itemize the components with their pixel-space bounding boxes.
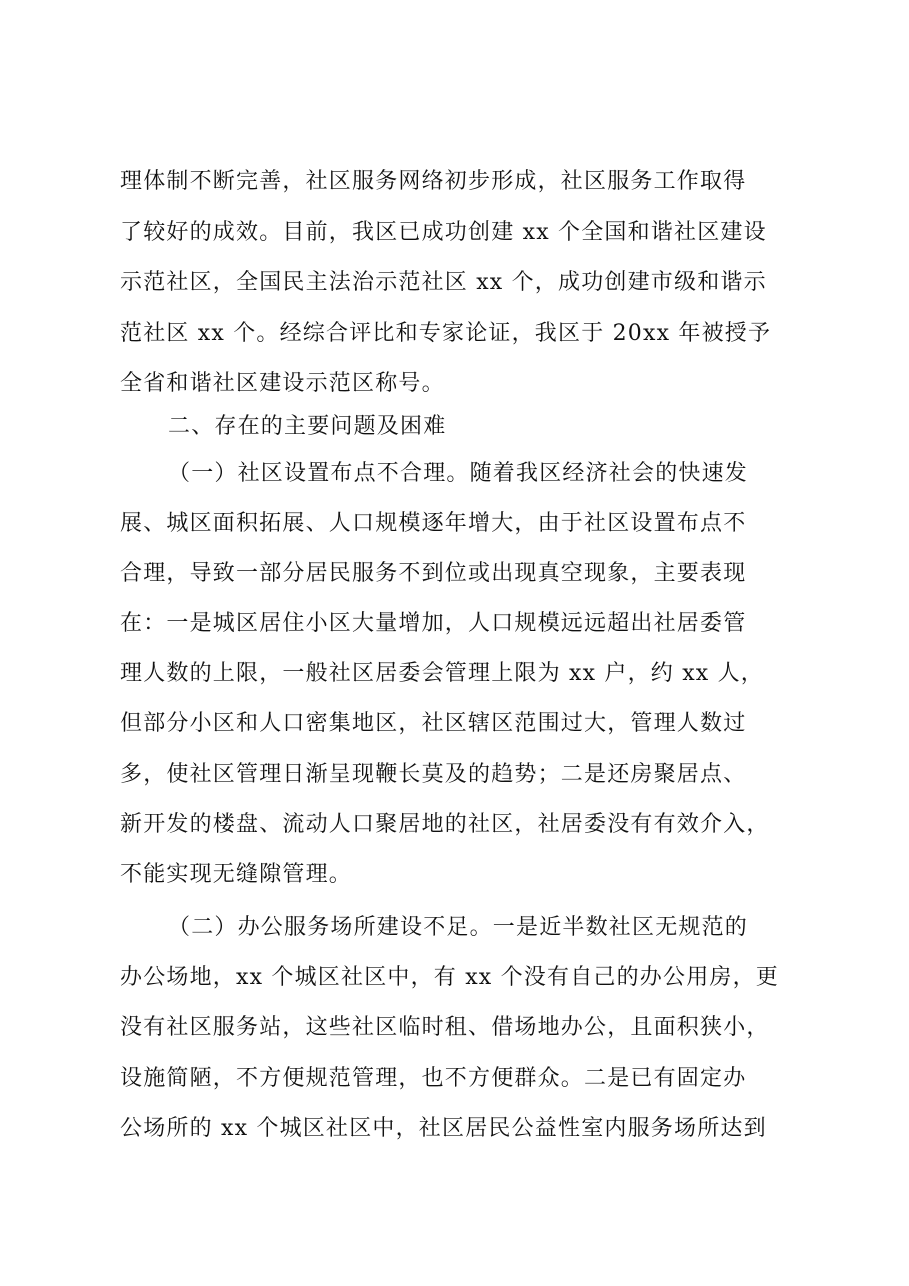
section-heading: 二、存在的主要问题及困难 [168,414,447,439]
text-line: 合理，导致一部分居民服务不到位或出现真空现象，主要表现 [120,561,747,586]
text-line: （二）办公服务场所建设不足。一是近半数社区无规范的 [168,915,749,940]
text-line: 全省和谐社区建设示范区称号。 [120,371,445,396]
text-line: 展、城区面积拓展、人口规模逐年增大，由于社区设置布点不 [120,511,747,536]
text-line: 多，使社区管理日渐呈现鞭长莫及的趋势；二是还房聚居点、 [120,762,747,787]
text-line: 但部分小区和人口密集地区，社区辖区范围过大，管理人数过 [120,711,747,736]
text-line: 没有社区服务站，这些社区临时租、借场地办公，且面积狭小， [120,1015,770,1040]
text-line: 理体制不断完善，社区服务网络初步形成，社区服务工作取得 [120,169,747,194]
text-line: 示范社区，全国民主法治示范社区 xx 个，成功创建市级和谐示 [120,270,767,295]
text-line: 范社区 xx 个。经综合评比和专家论证，我区于 20xx 年被授予 [120,321,772,346]
text-line: 理人数的上限，一般社区居委会管理上限为 xx 户，约 xx 人， [120,661,765,686]
text-line: 办公场地，xx 个城区社区中，有 xx 个没有自己的办公用房，更 [120,965,780,990]
text-line: 在：一是城区居住小区大量增加，人口规模远远超出社居委管 [120,611,747,636]
text-line: 了较好的成效。目前，我区已成功创建 xx 个全国和谐社区建设 [120,220,767,245]
text-line: 设施简陋，不方便规范管理，也不方便群众。二是已有固定办 [120,1066,747,1091]
text-line: （一）社区设置布点不合理。随着我区经济社会的快速发 [168,461,749,486]
text-line: 不能实现无缝隙管理。 [120,862,353,887]
text-line: 新开发的楼盘、流动人口聚居地的社区，社居委没有有效介入， [120,812,770,837]
text-line: 公场所的 xx 个城区社区中，社区居民公益性室内服务场所达到 [120,1116,767,1141]
